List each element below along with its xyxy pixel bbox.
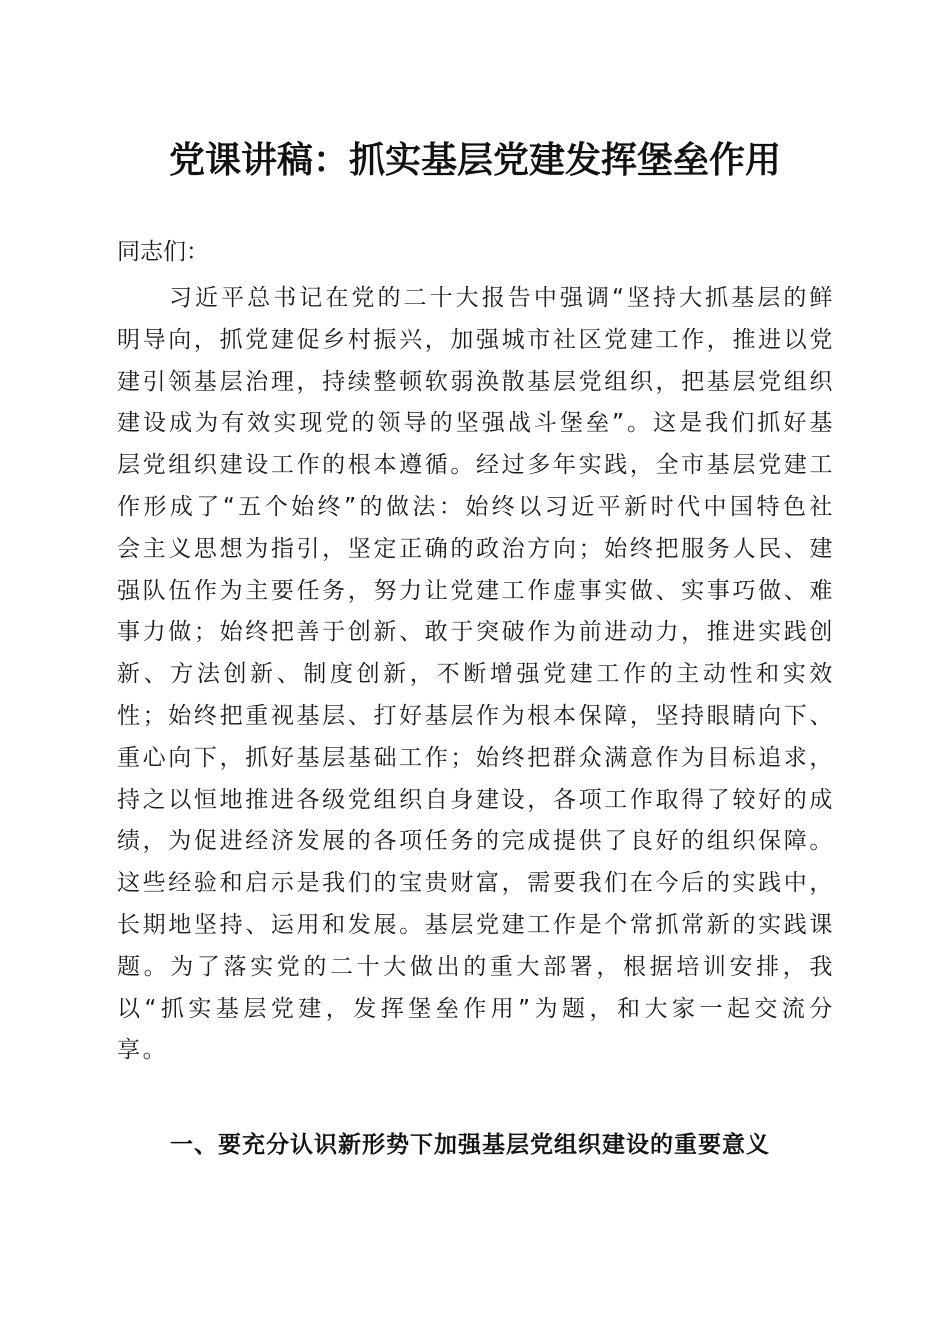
- body-paragraph: 习近平总书记在党的二十大报告中强调“坚持大抓基层的鲜明导向，抓党建促乡村振兴，加强城市社区党建工作，推进以党建引领基层治理，持续整顿软弱涣散基层党组织，把基层党组织建设成为有效实现党的领导的坚强战斗堡垒”。这是我们抓好基层党组织建设工作的根本遵循。经过多年实践，全市基层党建工作形成了“五个始终”的做法：始终以习近平新时代中国特色社会主义思想为指引，坚定正确的政治方向；始终把服务人民、建强队伍作为主要任务，努力让党建工作虚事实做、实事巧做、难事力做；始终把善于创新、敢于突破作为前进动力，推进实践创新、方法创新、制度创新，不断增强党建工作的主动性和实效性；始终把重视基层、打好基层作为根本保障，坚持眼睛向下、重心向下，抓好基层基础工作；始终把群众满意作为目标追求，持之以恒地推进各级党组织自身建设，各项工作取得了较好的成绩，为促进经济发展的各项任务的完成提供了良好的组织保障。这些经验和启示是我们的宝贵财富，需要我们在今后的实践中，长期地坚持、运用和发展。基层党建工作是个常抓常新的实践课题。为了落实党的二十大做出的重大部署，根据培训安排，我以“抓实基层党建，发挥堡垒作用”为题，和大家一起交流分享。: [117, 285, 835, 1064]
- section-heading: 一、要充分认识新形势下加强基层党组织建设的重要意义: [170, 1132, 770, 1158]
- salutation: 同志们：: [117, 239, 209, 265]
- document-title: 党课讲稿：抓实基层党建发挥堡垒作用: [168, 139, 781, 181]
